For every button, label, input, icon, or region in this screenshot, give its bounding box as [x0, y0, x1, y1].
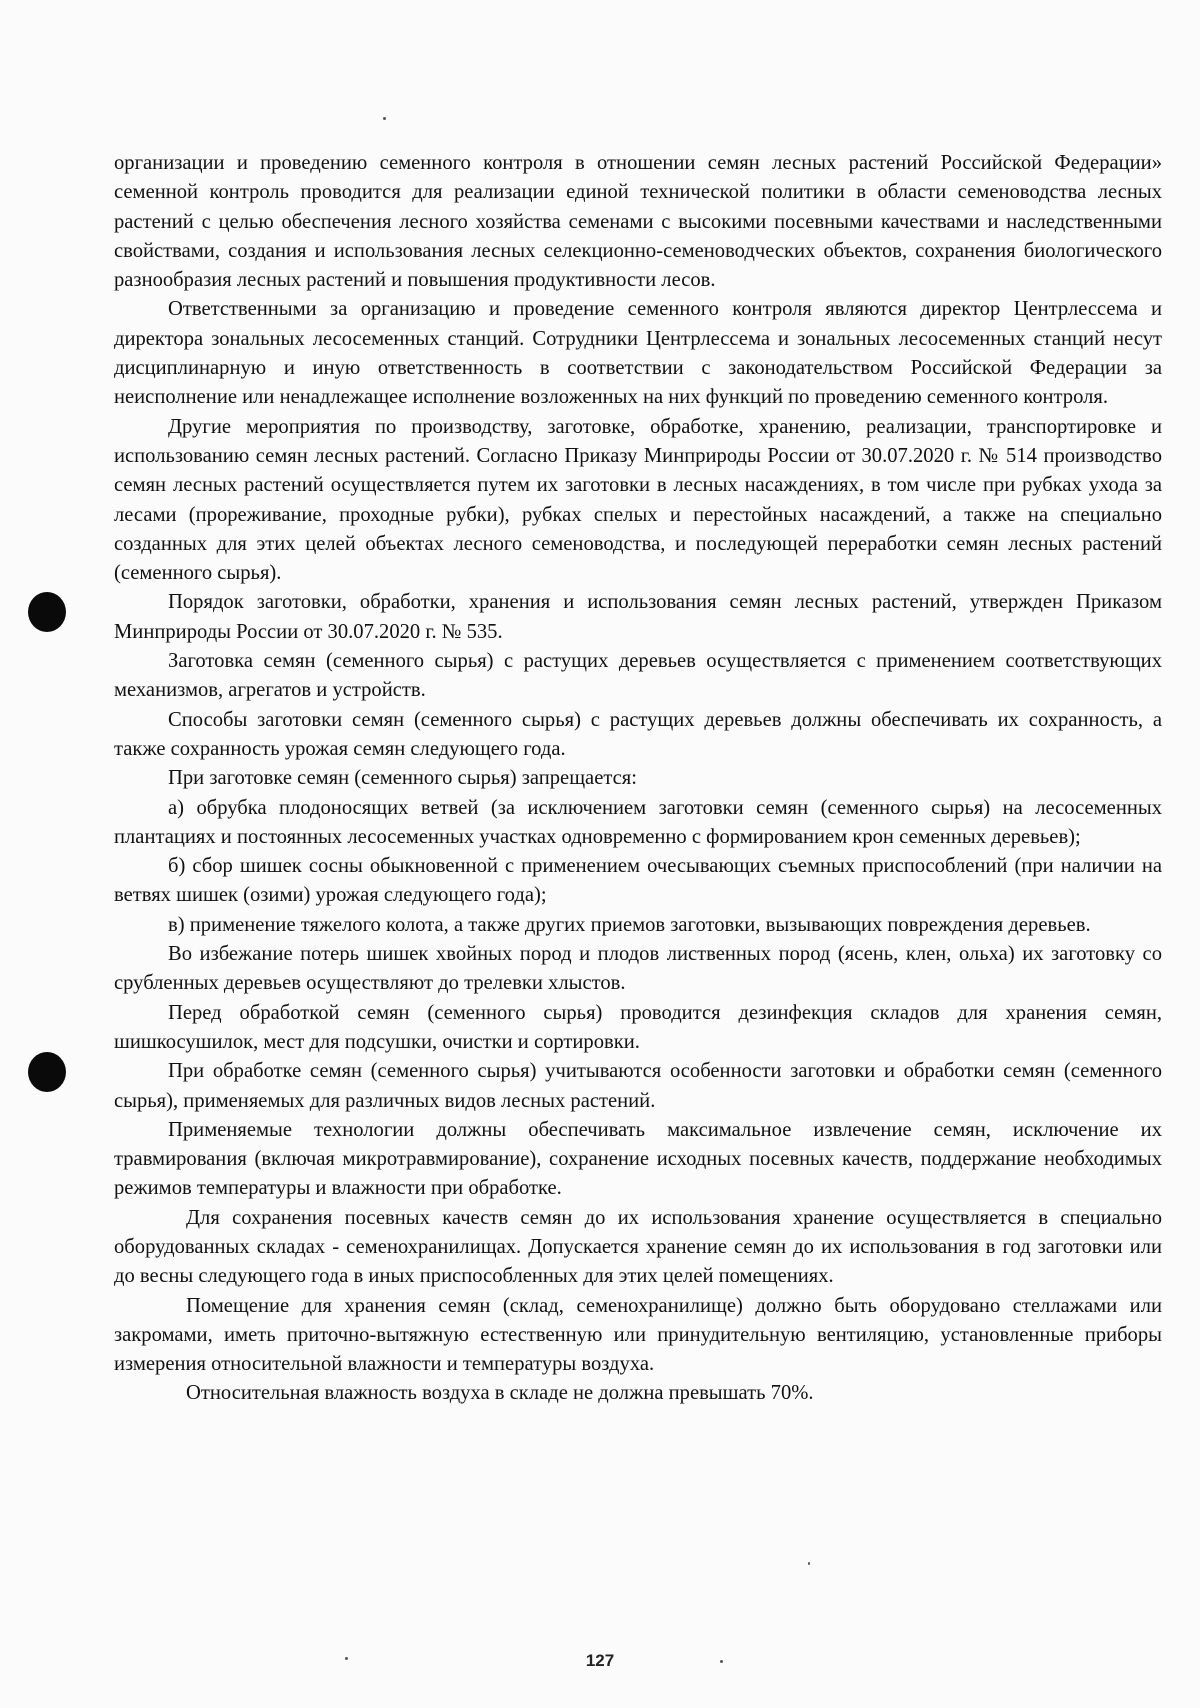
body-text [114, 149, 1162, 1409]
scan-speck [383, 117, 386, 120]
paragraph: Во избежание потерь шишек хвойных пород и плодов лиственных пород (ясень, клен, ольха) их заготовку со срубленных деревьев осуществляют до трелевки хлыстов. [114, 943, 1162, 995]
paragraph: Относительная влажность воздуха в складе не должна превышать 70%. [186, 1382, 814, 1405]
paragraph: Перед обработкой семян (семенного сырья) проводится дезинфекция складов для хранения семян, шишкосушилок, мест для подсушки, очистки и сортировки. [114, 1001, 1162, 1053]
paragraph: Помещение для хранения семян (склад, семенохранилище) должно быть оборудовано стеллажами или закромами, иметь приточно-вытяжную естественную или принудительную вентиляцию, установленные приборы измерения относительной влажности и температуры воздуха. [114, 1294, 1162, 1376]
paragraph: Другие мероприятия по производству, заготовке, обработке, хранению, реализации, транспортировке и использованию семян лесных растений. Согласно Приказу Минприроды России от 30.07.2020 г. № 514 производство семян лесных растений осуществляется путем их заготовки в лесных насаждениях, в том числе при рубках ухода за лесами (прореживание, проходные рубки), рубках спелых и перестойных насаждений, а также на специально созданных для этих целей объектах лесного семеноводства, и последующей переработки семян лесных растений (семенного сырья). [114, 415, 1162, 585]
paragraph: При заготовке семян (семенного сырья) запрещается: [168, 767, 637, 790]
punch-hole-bottom [28, 1052, 66, 1092]
list-item: б) сбор шишек сосны обыкновенной с применением очесывающих съемных приспособлений (при наличии на ветвях шишек (озими) урожая следующего года); [114, 855, 1162, 907]
paragraph: Ответственными за организацию и проведение семенного контроля являются директор Центрлессема и директора зональных лесосеменных станций. Сотрудники Центрлессема и зональных лесосеменных станций несут дисциплинарную и иную ответственность в соответствии с законодательством Российской Федерации за неисполнение или ненадлежащее исполнение возложенных на них функций по проведению семенного контроля. [114, 298, 1162, 409]
paragraph: Заготовка семян (семенного сырья) с растущих деревьев осуществляется с применением соответствующих механизмов, агрегатов и устройств. [114, 650, 1162, 702]
paragraph: Способы заготовки семян (семенного сырья) с растущих деревьев должны обеспечивать их сохранность, а также сохранность урожая семян следующего года. [114, 708, 1162, 760]
list-item: а) обрубка плодоносящих ветвей (за исключением заготовки семян (семенного сырья) на лесосеменных плантациях и постоянных лесосеменных участках одновременно с формированием крон семенных деревьев); [114, 796, 1162, 848]
paragraph: При обработке семян (семенного сырья) учитываются особенности заготовки и обработки семян (семенного сырья), применяемых для различных видов лесных растений. [114, 1060, 1162, 1112]
paragraph: Применяемые технологии должны обеспечивать максимальное извлечение семян, исключение их травмирования (включая микротравмирование), сохранение исходных посевных качеств, поддержание необходимых режимов температуры и влажности при обработке. [114, 1118, 1162, 1200]
paragraph: Порядок заготовки, обработки, хранения и использования семян лесных растений, утвержден Приказом Минприроды России от 30.07.2020 г. № 535. [114, 591, 1162, 643]
punch-hole-top [28, 592, 66, 632]
paragraph: организации и проведению семенного контроля в отношении семян лесных растений Российской Федерации» семенной контроль проводится для реализации единой технической политики в области семеноводства лесных растений с целью обеспечения лесного хозяйства семенами с высокими посевными качествами и наследственными свойствами, создания и использования лесных селекционно-семеноводческих объектов, сохранения биологического разнообразия лесных растений и повышения продуктивности лесов. [114, 152, 1162, 292]
page-number: 127 [585, 1651, 615, 1670]
scan-speck [808, 1562, 810, 1565]
list-item: в) применение тяжелого колота, а также других приемов заготовки, вызывающих повреждения деревьев. [168, 913, 1091, 936]
paragraph: Для сохранения посевных качеств семян до их использования хранение осуществляется в специально оборудованных складах - семенохранилищах. Допускается хранение семян до их использования в год заготовки или до весны следующего года в иных приспособленных для этих целей помещениях. [114, 1206, 1162, 1288]
